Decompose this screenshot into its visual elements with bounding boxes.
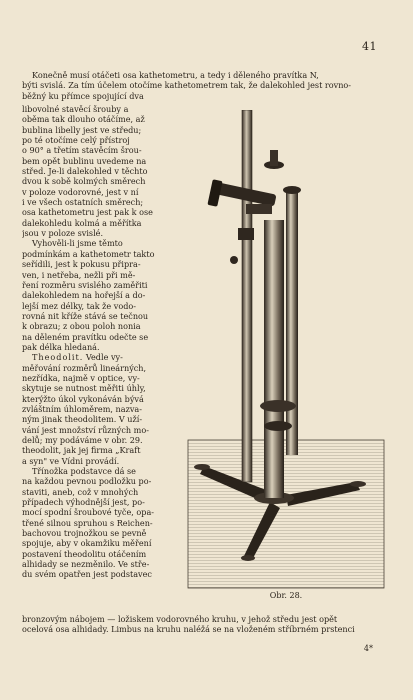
text-line: podmínkám a kathetometr takto	[22, 248, 155, 259]
text-line: ven, i netřeba, nežli při mě-	[22, 269, 136, 280]
main-column	[264, 220, 284, 498]
clamp	[238, 228, 254, 240]
text-line: lejší mez délky, tak že vodo-	[22, 300, 137, 311]
text-line: rovná nit kříže stává se tečnou	[22, 310, 149, 321]
telescope-carriage	[246, 204, 272, 214]
text-line: vání jest množství různých mo-	[22, 424, 149, 435]
text-line: zvláštním úhloměrem, nazva-	[22, 403, 142, 414]
kathetometer-figure	[186, 110, 386, 590]
figure-background	[188, 440, 384, 588]
lower-collar	[260, 400, 296, 412]
text-line: i ve všech ostatních směrech;	[22, 197, 144, 208]
signature-mark: 4*	[363, 644, 373, 653]
text-line: postavení theodolitu otáčením	[22, 548, 147, 559]
top-knob	[270, 150, 278, 166]
text-line: dalekohledem na hořejší a do-	[22, 290, 146, 301]
text-line: k obrazu; z obou poloh nonia	[22, 321, 141, 332]
text-line: kterýžto úkol vykonáván bývá	[22, 393, 144, 404]
text-line: Theodolit. Vedle vy-	[32, 352, 123, 363]
text-line: Třínožka podstavce dá se	[32, 466, 136, 477]
text-line: na každou pevnou podložku po-	[22, 476, 152, 487]
text-line: mocí spodní šroubové tyče, opa-	[22, 507, 155, 518]
rod-cap	[283, 186, 301, 194]
text-line: osa kathetometru jest pak k ose	[22, 207, 153, 218]
text-line: theodolit, jak jej firma „Kraft	[22, 445, 141, 456]
top-paragraph	[22, 70, 382, 101]
text-line: alhidady se nezměnilo. Ve stře-	[22, 559, 150, 570]
text-line: Konečně musí otáčeti osa kathetometru, a tedy i děleného pravítka N,	[32, 70, 319, 80]
lower-collar	[264, 421, 292, 431]
foot-screw	[194, 464, 210, 470]
text-line: oběma tak dlouho otáčíme, až	[22, 114, 145, 125]
text-line: ným jinak theodolitem. V uží-	[22, 414, 143, 425]
text-line: případech výhodnější jest, po-	[22, 497, 145, 508]
text-line: býti svislá. Za tím účelem otočíme kathetometrem tak, že dalekohled jest rovno-	[22, 80, 352, 91]
text-line: běžný ku přímce spojující dva	[22, 90, 144, 101]
text-line: spojuje, aby v okamžiku měření	[22, 538, 152, 549]
text-line: delů; my podáváme v obr. 29.	[22, 435, 143, 445]
text-line: du svém opatřen jest podstavec	[22, 569, 152, 580]
text-line: jsou v poloze svislé.	[22, 228, 104, 239]
page-number: 41	[362, 40, 377, 53]
text-line: o 90° a třetím stavěcím šrou-	[22, 145, 142, 156]
text-line: a syn" ve Vídni provádí.	[22, 455, 120, 466]
text-line: bachovou trojnožkou se pevně	[22, 528, 147, 539]
foot-screw	[350, 481, 366, 487]
text-line: ocelová osa alhidady. Limbus na kruhu naléžá se na vloženém stříbrném prstenci	[22, 624, 355, 635]
kathetometer-illustration	[186, 110, 386, 590]
text-line: skytuje se nutnost měřiti úhly,	[22, 383, 146, 394]
text-line: pak délka hledaná.	[22, 341, 100, 352]
clamp-screw	[230, 256, 238, 264]
text-line: střed. Je-li dalekohled v těchto	[22, 166, 148, 177]
left-text-column	[22, 104, 158, 580]
text-line: bronzovým nábojem — ložiskem vodorovného kruhu, v jehož středu jest opět	[22, 614, 338, 624]
bottom-paragraph	[22, 614, 388, 635]
section-heading: Theodolit.	[32, 352, 84, 363]
text-line: bem opět bublinu uvedeme na	[22, 155, 147, 166]
text-line: po té otočíme celý přístroj	[22, 135, 130, 146]
foot-screw	[241, 555, 255, 561]
graduated-scale	[242, 110, 252, 482]
text-line: měřování rozměrů lineárných,	[22, 362, 147, 373]
text-line: ření rozměru svislého zaměřiti	[22, 279, 148, 290]
text-line: třené silnou spruhou s Reichen-	[22, 517, 153, 528]
text-line: staviti, aneb, což v mnohých	[22, 486, 139, 497]
text-line: libovolné stavěcí šrouby a	[22, 104, 129, 114]
side-rod	[286, 190, 298, 455]
text-line: bublina libelly jest ve středu;	[22, 124, 142, 135]
text-line: v poloze vodorovné, jest v ní	[22, 186, 139, 197]
text-line: Vyhověli-li jsme těmto	[32, 238, 123, 249]
text-line: dalekohledu kolmá a měřítka	[22, 217, 142, 228]
text-line: dvou k sobě kolmých směrech	[22, 176, 146, 187]
figure-caption: Obr. 28.	[269, 591, 303, 600]
text-line: seřídili, jest k pokusu připra-	[22, 259, 141, 270]
text-line: nezřídka, najmě v optice, vy-	[22, 372, 140, 383]
text-line: na děleném pravítku odečte se	[22, 331, 149, 342]
